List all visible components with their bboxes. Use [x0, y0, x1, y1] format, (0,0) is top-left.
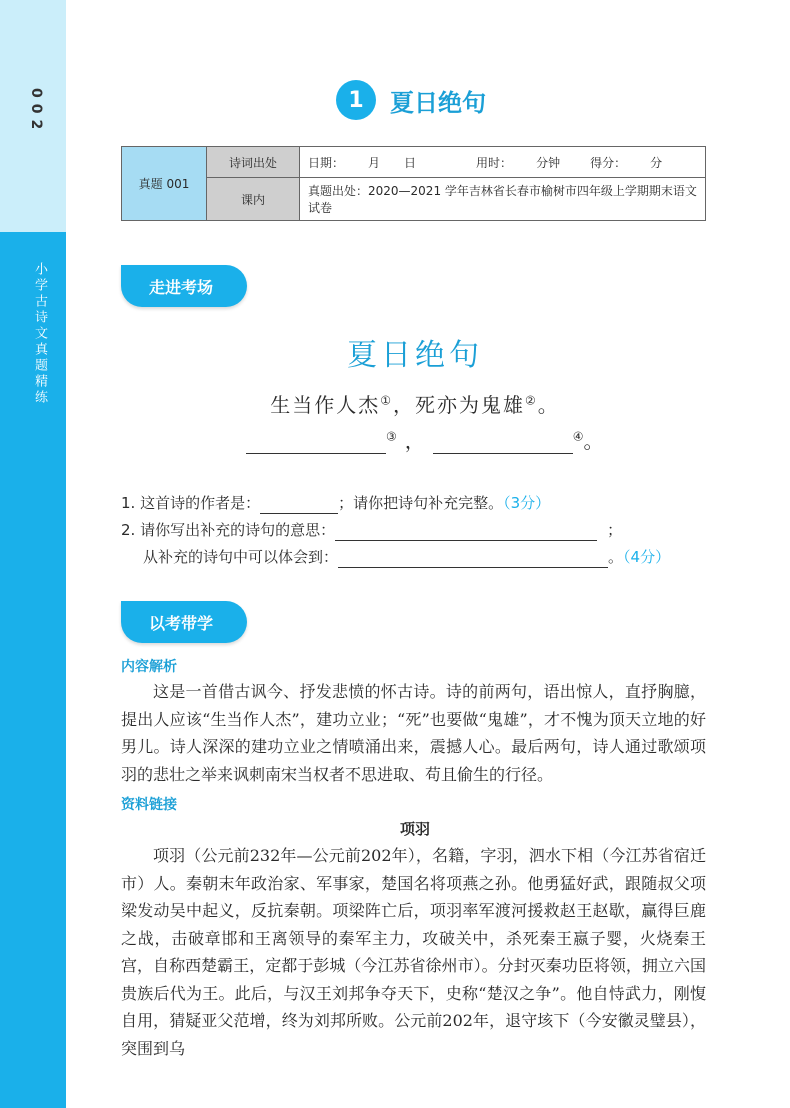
- book-title: 小学古诗文真题精练: [32, 262, 47, 406]
- section-enter-exam: 走进考场: [121, 265, 247, 307]
- record-fields: [300, 147, 706, 178]
- in-class-label: 课内: [207, 178, 300, 221]
- lesson-number-badge: 1: [336, 80, 376, 120]
- q2-score: （4分）: [623, 548, 671, 566]
- analysis-heading: 内容解析: [121, 659, 177, 675]
- info-table: [121, 146, 706, 221]
- question-id: 真题 001: [122, 147, 207, 221]
- poem-text-b: ，死亦为鬼雄: [393, 393, 525, 417]
- poem-blank-4[interactable]: [433, 453, 573, 454]
- note-mark-2: ②: [525, 393, 538, 408]
- points-label: 分: [650, 155, 663, 170]
- resource-text: 项羽（公元前232年—公元前202年），名籍，字羽，泗水下相（今江苏省宿迁市）人。秦朝末年政治家、军事家，楚国名将项燕之孙。他勇猛好武，跟随叔父项梁发动吴中起义，反抗秦朝。项梁阵亡后，项羽率军渡河援救赵王赵歇，赢得巨鹿之战，击破章邯和王离领导的秦军主力，攻破关中，杀死秦王嬴子婴，火烧秦王宫，自称西楚霸王，定都于彭城（今江苏省徐州市）。分封灭秦功臣将领，拥立六国贵族后代为王。此后，与汉王刘邦争夺天下，史称“楚汉之争”。他自恃武力，刚愎自用，猜疑亚父范增，终为刘邦所败。公元前202年，退守垓下（今安徽灵璧县），突围到乌: [121, 846, 706, 1058]
- poem-line-2: [246, 425, 604, 454]
- poem-source-label: 诗词出处: [207, 147, 300, 178]
- resource-heading: 资料链接: [121, 797, 177, 813]
- q2b-end: 。: [608, 548, 624, 566]
- date-label: 日期：: [308, 155, 345, 170]
- q1-text: 1. 这首诗的作者是：: [121, 494, 261, 512]
- poem-end: 。: [583, 429, 604, 453]
- lesson-title: 夏日绝句: [390, 88, 486, 117]
- q1-score: （3分）: [503, 494, 551, 512]
- analysis-text: 这是一首借古讽今、抒发悲愤的怀古诗。诗的前两句，语出惊人，直抒胸臆，提出人应该“生当作人杰”，建功立业；“死”也要做“鬼雄”，才不愧为顶天立地的好男儿。诗人深深的建功立业之情喷涌出来，震撼人心。最后两句，诗人通过歌颂项羽的悲壮之举来讽刺南宋当权者不思进取、苟且偷生的行径。: [121, 682, 706, 784]
- q1-blank[interactable]: [260, 513, 338, 514]
- section-study: 以考带学: [121, 601, 247, 643]
- poem-sep: ，: [404, 429, 425, 453]
- exam-source: 真题出处：2020—2021 学年吉林省长春市榆树市四年级上学期期末语文试卷: [300, 178, 706, 221]
- question-2b: [143, 546, 670, 568]
- poem-blank-3[interactable]: [246, 453, 386, 454]
- q2-text: 2. 请你写出补充的诗句的意思：: [121, 521, 336, 539]
- q1-text-b: ；请你把诗句补充完整。: [338, 494, 504, 512]
- note-mark-1: ①: [380, 393, 393, 408]
- q2-blank-a[interactable]: [335, 540, 597, 541]
- lesson-header: [336, 78, 486, 122]
- question-1: [121, 492, 550, 514]
- minutes-label: 分钟: [536, 155, 561, 170]
- resource-title: 项羽: [399, 820, 430, 838]
- q2-end: ；: [607, 521, 623, 539]
- q2-blank-b[interactable]: [338, 567, 608, 568]
- score-label: 得分：: [590, 155, 627, 170]
- poem-line-1: [0, 389, 790, 418]
- day-label: 日: [404, 155, 417, 170]
- note-mark-3: ③: [386, 429, 397, 444]
- page-number: 002: [28, 88, 44, 136]
- poem-text-end: 。: [537, 393, 560, 417]
- q2b-text: 从补充的诗句中可以体会到：: [143, 548, 339, 566]
- poem-text-a: 生当作人杰: [270, 393, 381, 417]
- note-mark-4: ④: [572, 429, 584, 444]
- month-label: 月: [368, 155, 381, 170]
- time-label: 用时：: [476, 155, 513, 170]
- poem-title: 夏日绝句: [347, 338, 483, 373]
- question-2: [121, 519, 622, 541]
